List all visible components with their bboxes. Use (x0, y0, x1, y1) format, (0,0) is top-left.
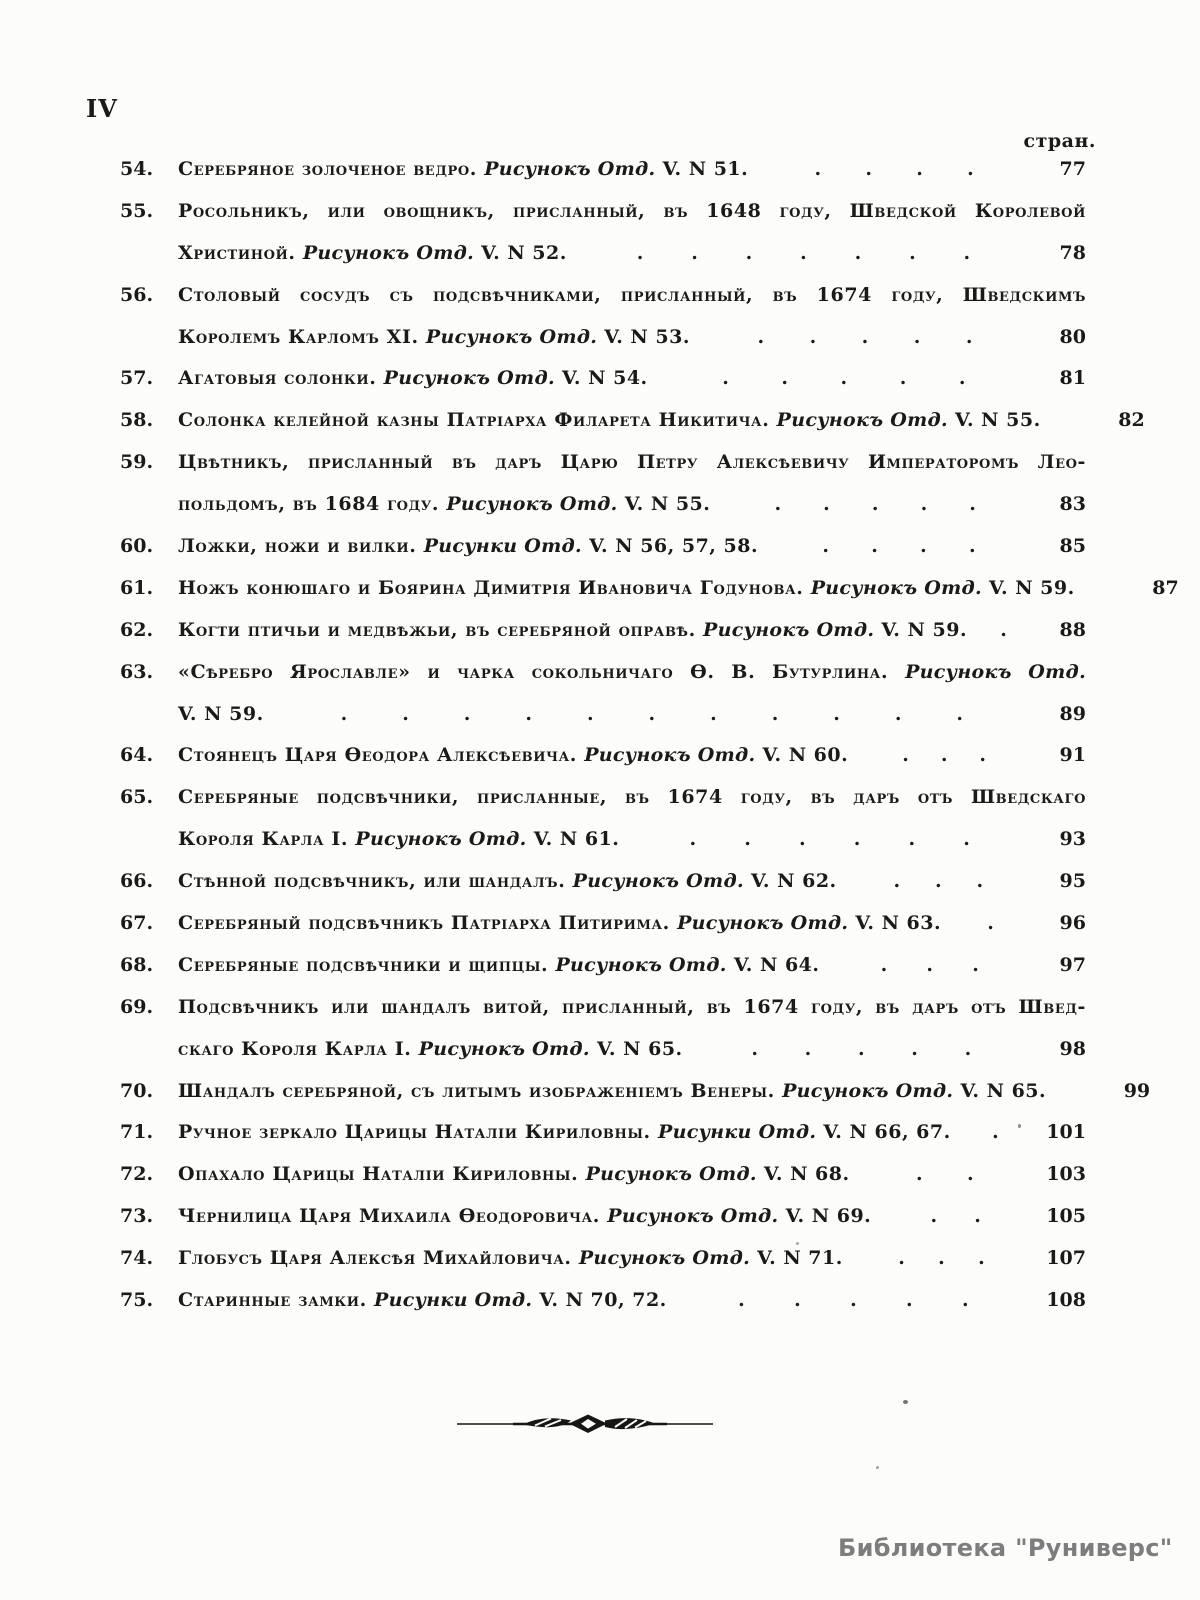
scan-speck (903, 1400, 908, 1404)
toc-line (120, 1238, 1086, 1280)
page-number: 103 (1046, 1163, 1086, 1186)
entry-text-segment: Рисунокъ Отд. (776, 409, 948, 432)
dot-leader (758, 526, 1032, 568)
entry-text (178, 1238, 843, 1280)
leader-dot: . (822, 535, 829, 558)
leader-dot: . (691, 241, 698, 264)
entry-text-segment: Агатовыя солонки. (178, 367, 384, 390)
toc-line (120, 358, 1086, 400)
leader-dot: . (814, 158, 822, 180)
leader-dot: . (969, 535, 976, 558)
page-number: 87 (1152, 576, 1179, 599)
toc-line (120, 484, 1086, 526)
leader-dot: . (861, 325, 869, 348)
entry-text (178, 1112, 951, 1154)
entry-text-segment: польдомъ, въ 1684 году. (178, 493, 447, 516)
page-number: 85 (1059, 535, 1086, 558)
dot-leader (941, 903, 1032, 945)
leader-dot: . (525, 702, 532, 725)
page-number: 81 (1059, 367, 1086, 390)
entry-text-segment: Глобусъ Царя Алексѣя Михайловича. (178, 1247, 579, 1270)
scan-speck (876, 1466, 879, 1469)
entry-text-segment: V. N 71. (750, 1247, 843, 1270)
dot-leader (1046, 1071, 1096, 1113)
leader-dot: . (689, 828, 697, 851)
entry-text-segment: Рисунокъ Отд. (555, 953, 727, 976)
leader-dot: . (940, 744, 948, 767)
entry-text (178, 1071, 1046, 1113)
leader-dot: . (823, 493, 830, 516)
entry-number: 67. (120, 912, 154, 935)
entry-number: 55. (120, 199, 154, 222)
tailpiece-ornament (455, 1410, 715, 1438)
scan-speck (1018, 1124, 1021, 1128)
entry-text-segment: V. N 53. (597, 325, 690, 348)
entry-text-segment: Рисунокъ Отд. (383, 367, 555, 390)
entry-text (178, 149, 748, 191)
toc-line (120, 526, 1086, 568)
leader-dot: . (722, 367, 729, 390)
page-number: 78 (1059, 241, 1086, 264)
page-number: 99 (1123, 1079, 1151, 1102)
entry-number (120, 317, 178, 359)
entry-text-segment: Рисунокъ Отд. (905, 660, 1086, 683)
entry-text (178, 777, 1086, 819)
entry-text-segment: Чернилица Царя Михаила Ѳеодоровича. (178, 1205, 608, 1228)
entry-text-segment: Столовый сосудъ съ подсвѣчниками, присланный, въ 1674 году, Шведскимъ (178, 283, 1086, 306)
leader-dot: . (967, 158, 974, 180)
page-number: 80 (1059, 325, 1086, 348)
entry-number: 73. (120, 1205, 154, 1228)
toc-line (120, 568, 1179, 610)
leader-dot: . (969, 493, 976, 516)
page-column-header: стран. (1023, 130, 1096, 152)
dot-leader (667, 1280, 1032, 1322)
entry-text-segment: Подсвѣчникъ или шандалъ витой, присланный, въ 1674 году, въ даръ отъ Швед- (178, 995, 1086, 1018)
dot-leader (871, 1196, 1032, 1238)
dot-leader (843, 1238, 1032, 1280)
entry-number: 56. (120, 283, 154, 306)
leader-dot: . (1000, 618, 1007, 641)
leader-dot: . (898, 1247, 905, 1270)
leader-dot: . (926, 953, 934, 976)
leader-dot: . (809, 325, 817, 348)
entry-text-segment: Рисунокъ Отд. (782, 1079, 954, 1102)
leader-dot: . (956, 702, 964, 725)
leader-dot: . (987, 912, 994, 935)
leader-dot: . (893, 870, 901, 893)
entry-text (178, 903, 941, 945)
leader-dot: . (854, 241, 862, 264)
entry-number: 62. (120, 618, 154, 641)
leader-dot: . (340, 702, 348, 725)
dot-leader (264, 694, 1032, 736)
entry-text-segment: V. N 61. (526, 828, 620, 851)
leader-dot: . (850, 1289, 857, 1312)
entry-text-segment: Рисунки Отд. (423, 535, 582, 558)
entry-number: 60. (120, 535, 154, 558)
page-number: 97 (1059, 953, 1086, 976)
dot-leader (837, 861, 1032, 903)
entry-text (178, 233, 567, 275)
entry-text-segment: Ручное зеркало Царицы Наталіи Кириловны. (178, 1121, 658, 1144)
entry-text-segment: Рисунокъ Отд. (355, 828, 527, 851)
entry-text-segment: V. N 64. (726, 953, 820, 976)
entry-text-segment: Короля Карла I. (178, 828, 356, 851)
toc-line (120, 819, 1086, 861)
entry-text-segment: V. N 55. (947, 409, 1041, 432)
entry-text-segment: Ложки, ножи и вилки. (178, 535, 424, 558)
entry-text (178, 568, 1075, 610)
toc-line (120, 861, 1086, 903)
entry-number (120, 484, 178, 526)
page-number: 91 (1059, 744, 1086, 767)
leader-dot: . (402, 702, 409, 725)
dot-leader (850, 1154, 1032, 1196)
entry-text-segment: V. N 59. (874, 618, 968, 641)
entry-text (178, 275, 1086, 317)
leader-dot: . (751, 1037, 758, 1060)
entry-text-segment: V. N 69. (778, 1205, 872, 1228)
entry-text-segment: V. N 68. (756, 1163, 850, 1186)
dot-leader (820, 945, 1032, 987)
dot-leader (648, 358, 1032, 400)
entry-number (120, 694, 178, 736)
dot-leader (683, 1029, 1032, 1071)
entry-text-segment: V. N 65. (953, 1079, 1047, 1102)
entry-text-segment: Рисунокъ Отд. (585, 1163, 757, 1186)
leader-dot: . (757, 325, 765, 348)
entry-text-segment: Рисунокъ Отд. (607, 1205, 779, 1228)
leader-dot: . (974, 1205, 981, 1228)
leader-dot: . (935, 870, 942, 893)
leader-dot: . (744, 828, 751, 851)
entry-number: 70. (120, 1079, 154, 1102)
entry-text (178, 652, 1086, 694)
dot-leader (1075, 568, 1125, 610)
leader-dot: . (972, 953, 979, 976)
leader-dot: . (771, 702, 779, 725)
toc-line (120, 1029, 1086, 1071)
entry-number: 59. (120, 451, 154, 474)
entry-text-segment: Опахало Царицы Наталіи Кириловны. (178, 1163, 586, 1186)
leader-dot: . (909, 241, 916, 264)
toc-line (120, 945, 1086, 987)
toc-line (120, 903, 1086, 945)
leader-dot: . (967, 1163, 974, 1186)
entry-text-segment: «Сѣребро Ярославле» и чарка сокольничаго Ѳ. В. Бутурлина. (178, 660, 906, 683)
entry-text-segment: Рисунокъ Отд. (425, 325, 598, 348)
toc-line (120, 191, 1086, 233)
entry-text-segment: V. N 59. (981, 576, 1075, 599)
leader-dot: . (978, 1247, 985, 1270)
entry-text (178, 400, 1041, 442)
entry-text-segment: V. N 55. (617, 493, 711, 516)
toc-line (120, 735, 1086, 777)
dot-leader (951, 1112, 1032, 1154)
entry-text-segment: Росольникъ, или овощникъ, присланный, въ 1648 году, Шведской Королевой (178, 199, 1086, 222)
entry-text-segment: Когти птичьи и медвѣжьи, въ серебряной оправѣ. (178, 618, 704, 641)
toc-line (120, 442, 1086, 484)
entry-text (178, 526, 758, 568)
entry-text (178, 861, 837, 903)
page-number: 96 (1059, 912, 1086, 935)
leader-dot: . (911, 1037, 918, 1060)
page-number: 108 (1046, 1289, 1086, 1312)
entry-number: 64. (120, 744, 154, 767)
entry-text (178, 987, 1086, 1029)
toc-line (120, 1112, 1086, 1154)
dot-leader (967, 610, 1032, 652)
entry-text (178, 484, 710, 526)
entry-text-segment: Серебряные подсвѣчники и щипцы. (178, 953, 556, 976)
entry-text-segment: скаго Короля Карла I. (178, 1037, 419, 1060)
entry-text (178, 358, 648, 400)
leader-dot: . (902, 744, 909, 767)
entry-text-segment: Рисунокъ Отд. (446, 493, 618, 516)
page-number: 107 (1046, 1247, 1086, 1270)
entry-text-segment: Рисунокъ Отд. (418, 1037, 590, 1060)
entry-number: 66. (120, 870, 154, 893)
entry-number: 71. (120, 1121, 154, 1144)
entry-text-segment: Рисунки Отд. (374, 1289, 533, 1312)
leader-dot: . (636, 241, 644, 264)
entry-text-segment: Рисунокъ Отд. (578, 1247, 751, 1270)
entry-number: 74. (120, 1247, 154, 1270)
entry-text (178, 1154, 850, 1196)
page-number: 77 (1059, 158, 1086, 180)
entry-text-segment: Рисунокъ Отд. (584, 744, 756, 767)
entry-text-segment: V. N 60. (755, 744, 849, 767)
entry-text-segment: Серебряный подсвѣчникъ Патріарха Питирима. (178, 912, 678, 935)
entry-text-segment: Старинные замки. (178, 1289, 375, 1312)
leader-dot: . (908, 828, 916, 851)
table-of-contents (120, 149, 1179, 1322)
entry-text-segment: Рисунокъ Отд. (810, 576, 982, 599)
entry-text-segment: Шандалъ серебряной, съ литымъ изображеніемъ Венеры. (178, 1079, 783, 1102)
toc-line (120, 1154, 1086, 1196)
leader-dot: . (964, 1037, 972, 1060)
entry-text (178, 1280, 667, 1322)
leader-dot: . (920, 493, 928, 516)
page-number: 89 (1059, 702, 1086, 725)
entry-text (178, 442, 1086, 484)
dot-leader (619, 819, 1032, 861)
entry-text (178, 735, 848, 777)
entry-text-segment: Христиной. (178, 241, 303, 264)
leader-dot: . (963, 241, 971, 264)
toc-line (120, 1071, 1151, 1113)
entry-text-segment: V. N 70, 72. (532, 1289, 667, 1312)
page-number: 88 (1059, 618, 1086, 641)
leader-dot: . (871, 493, 879, 516)
entry-text-segment: Стѣнной подсвѣчникъ, или шандалъ. (178, 870, 573, 893)
leader-dot: . (963, 828, 970, 851)
leader-dot: . (781, 367, 788, 390)
dot-leader (710, 484, 1032, 526)
dot-leader (848, 735, 1032, 777)
leader-dot: . (857, 1037, 865, 1060)
entry-text-segment: Рисунокъ Отд. (484, 158, 656, 180)
leader-dot: . (871, 535, 878, 558)
entry-text-segment: Королемъ Карломъ XI. (178, 325, 426, 348)
page-number: 83 (1059, 493, 1086, 516)
leader-dot: . (853, 828, 861, 851)
entry-text-segment: V. N 56, 57, 58. (581, 535, 759, 558)
entry-number: 68. (120, 953, 154, 976)
entry-text-segment: Рисунокъ Отд. (572, 870, 744, 893)
leader-dot: . (738, 1289, 745, 1312)
leader-dot: . (899, 367, 907, 390)
leader-dot: . (962, 1289, 969, 1312)
leader-dot: . (916, 158, 923, 180)
page-number: 95 (1059, 870, 1086, 893)
leader-dot: . (586, 702, 594, 725)
entry-text-segment: V. N 65. (589, 1037, 683, 1060)
entry-text-segment: Стоянецъ Царя Ѳеодора Алексѣевича. (178, 744, 585, 767)
entry-text-segment: V. N 66, 67. (816, 1121, 951, 1144)
leader-dot: . (920, 535, 927, 558)
entry-number: 65. (120, 786, 154, 809)
page-number: 98 (1059, 1037, 1086, 1060)
leader-dot: . (840, 367, 848, 390)
toc-line (120, 987, 1086, 1029)
toc-line (120, 1196, 1086, 1238)
leader-dot: . (710, 702, 717, 725)
dot-leader (567, 233, 1032, 275)
toc-line (120, 1280, 1086, 1322)
dot-leader (1041, 400, 1091, 442)
entry-text-segment: Рисунокъ Отд. (302, 241, 475, 264)
entry-number: 72. (120, 1163, 154, 1186)
entry-text (178, 317, 690, 359)
leader-dot: . (880, 953, 888, 976)
leader-dot: . (794, 1289, 801, 1312)
toc-line (120, 317, 1086, 359)
entry-text-segment: V. N 51. (655, 158, 749, 180)
leader-dot: . (938, 1247, 945, 1270)
entry-text-segment: Цвѣтникъ, присланный въ даръ Царю Петру Алексѣевичу Императоромъ Лео- (178, 451, 1086, 474)
page-number: 101 (1046, 1121, 1086, 1144)
entry-number: 54. (120, 158, 154, 180)
leader-dot: . (774, 493, 782, 516)
leader-dot: . (865, 158, 872, 180)
entry-text-segment: Ножъ конюшаго и Боярина Димитрія Ивановича Годунова. (178, 576, 811, 599)
page-number: 105 (1046, 1205, 1086, 1228)
toc-line (120, 652, 1086, 694)
scan-speck (796, 1242, 799, 1245)
entry-number: 57. (120, 367, 154, 390)
leader-dot: . (804, 1037, 812, 1060)
toc-line (120, 694, 1086, 736)
leader-dot: . (745, 241, 753, 264)
leader-dot: . (833, 702, 840, 725)
toc-line (120, 777, 1086, 819)
leader-dot: . (798, 828, 806, 851)
entry-text (178, 1196, 871, 1238)
leader-dot: . (979, 744, 987, 767)
entry-text-segment: Рисунокъ Отд. (703, 618, 875, 641)
leader-dot: . (992, 1121, 999, 1144)
entry-text-segment: Рисунки Отд. (658, 1121, 817, 1144)
entry-number: 61. (120, 576, 154, 599)
leader-dot: . (913, 325, 921, 348)
entry-text-segment: Серебряные подсвѣчники, присланные, въ 1674 году, въ даръ отъ Шведскаго (178, 786, 1086, 809)
entry-text (178, 191, 1086, 233)
page-number: 93 (1059, 828, 1086, 851)
entry-text-segment: V. N 59. (178, 702, 264, 725)
entry-text (178, 945, 820, 987)
entry-number (120, 1029, 178, 1071)
leader-dot: . (648, 702, 656, 725)
entry-number (120, 819, 178, 861)
entry-text-segment: V. N 63. (848, 912, 942, 935)
entry-number: 63. (120, 660, 154, 683)
toc-line (120, 400, 1145, 442)
leader-dot: . (800, 241, 807, 264)
entry-number: 58. (120, 409, 154, 432)
entry-text (178, 610, 967, 652)
dot-leader (748, 149, 1032, 191)
entry-text-segment: Серебряное золоченое ведро. (178, 158, 485, 180)
entry-text-segment: V. N 54. (554, 367, 648, 390)
leader-dot: . (958, 367, 966, 390)
entry-number (120, 233, 178, 275)
dot-leader (690, 317, 1032, 359)
entry-text (178, 819, 619, 861)
leader-dot: . (894, 702, 902, 725)
entry-text-segment: V. N 52. (474, 241, 567, 264)
entry-text-segment: Рисунокъ Отд. (677, 912, 849, 935)
toc-line (120, 149, 1086, 191)
entry-text (178, 694, 264, 736)
entry-text (178, 1029, 683, 1071)
entry-number: 69. (120, 995, 154, 1018)
leader-dot: . (965, 325, 973, 348)
toc-line (120, 275, 1086, 317)
leader-dot: . (463, 702, 471, 725)
library-watermark: Библиотека "Руниверс" (838, 1534, 1173, 1562)
leader-dot: . (930, 1205, 938, 1228)
leader-dot: . (906, 1289, 913, 1312)
entry-text-segment: V. N 62. (743, 870, 837, 893)
page-roman-numeral: IV (86, 94, 118, 123)
leader-dot: . (916, 1163, 923, 1186)
toc-line (120, 610, 1086, 652)
entry-number: 75. (120, 1289, 154, 1312)
toc-line (120, 233, 1086, 275)
page-number: 82 (1118, 409, 1145, 432)
leader-dot: . (976, 870, 984, 893)
entry-text-segment: Солонка келейной казны Патріарха Филарета Никитича. (178, 409, 777, 432)
